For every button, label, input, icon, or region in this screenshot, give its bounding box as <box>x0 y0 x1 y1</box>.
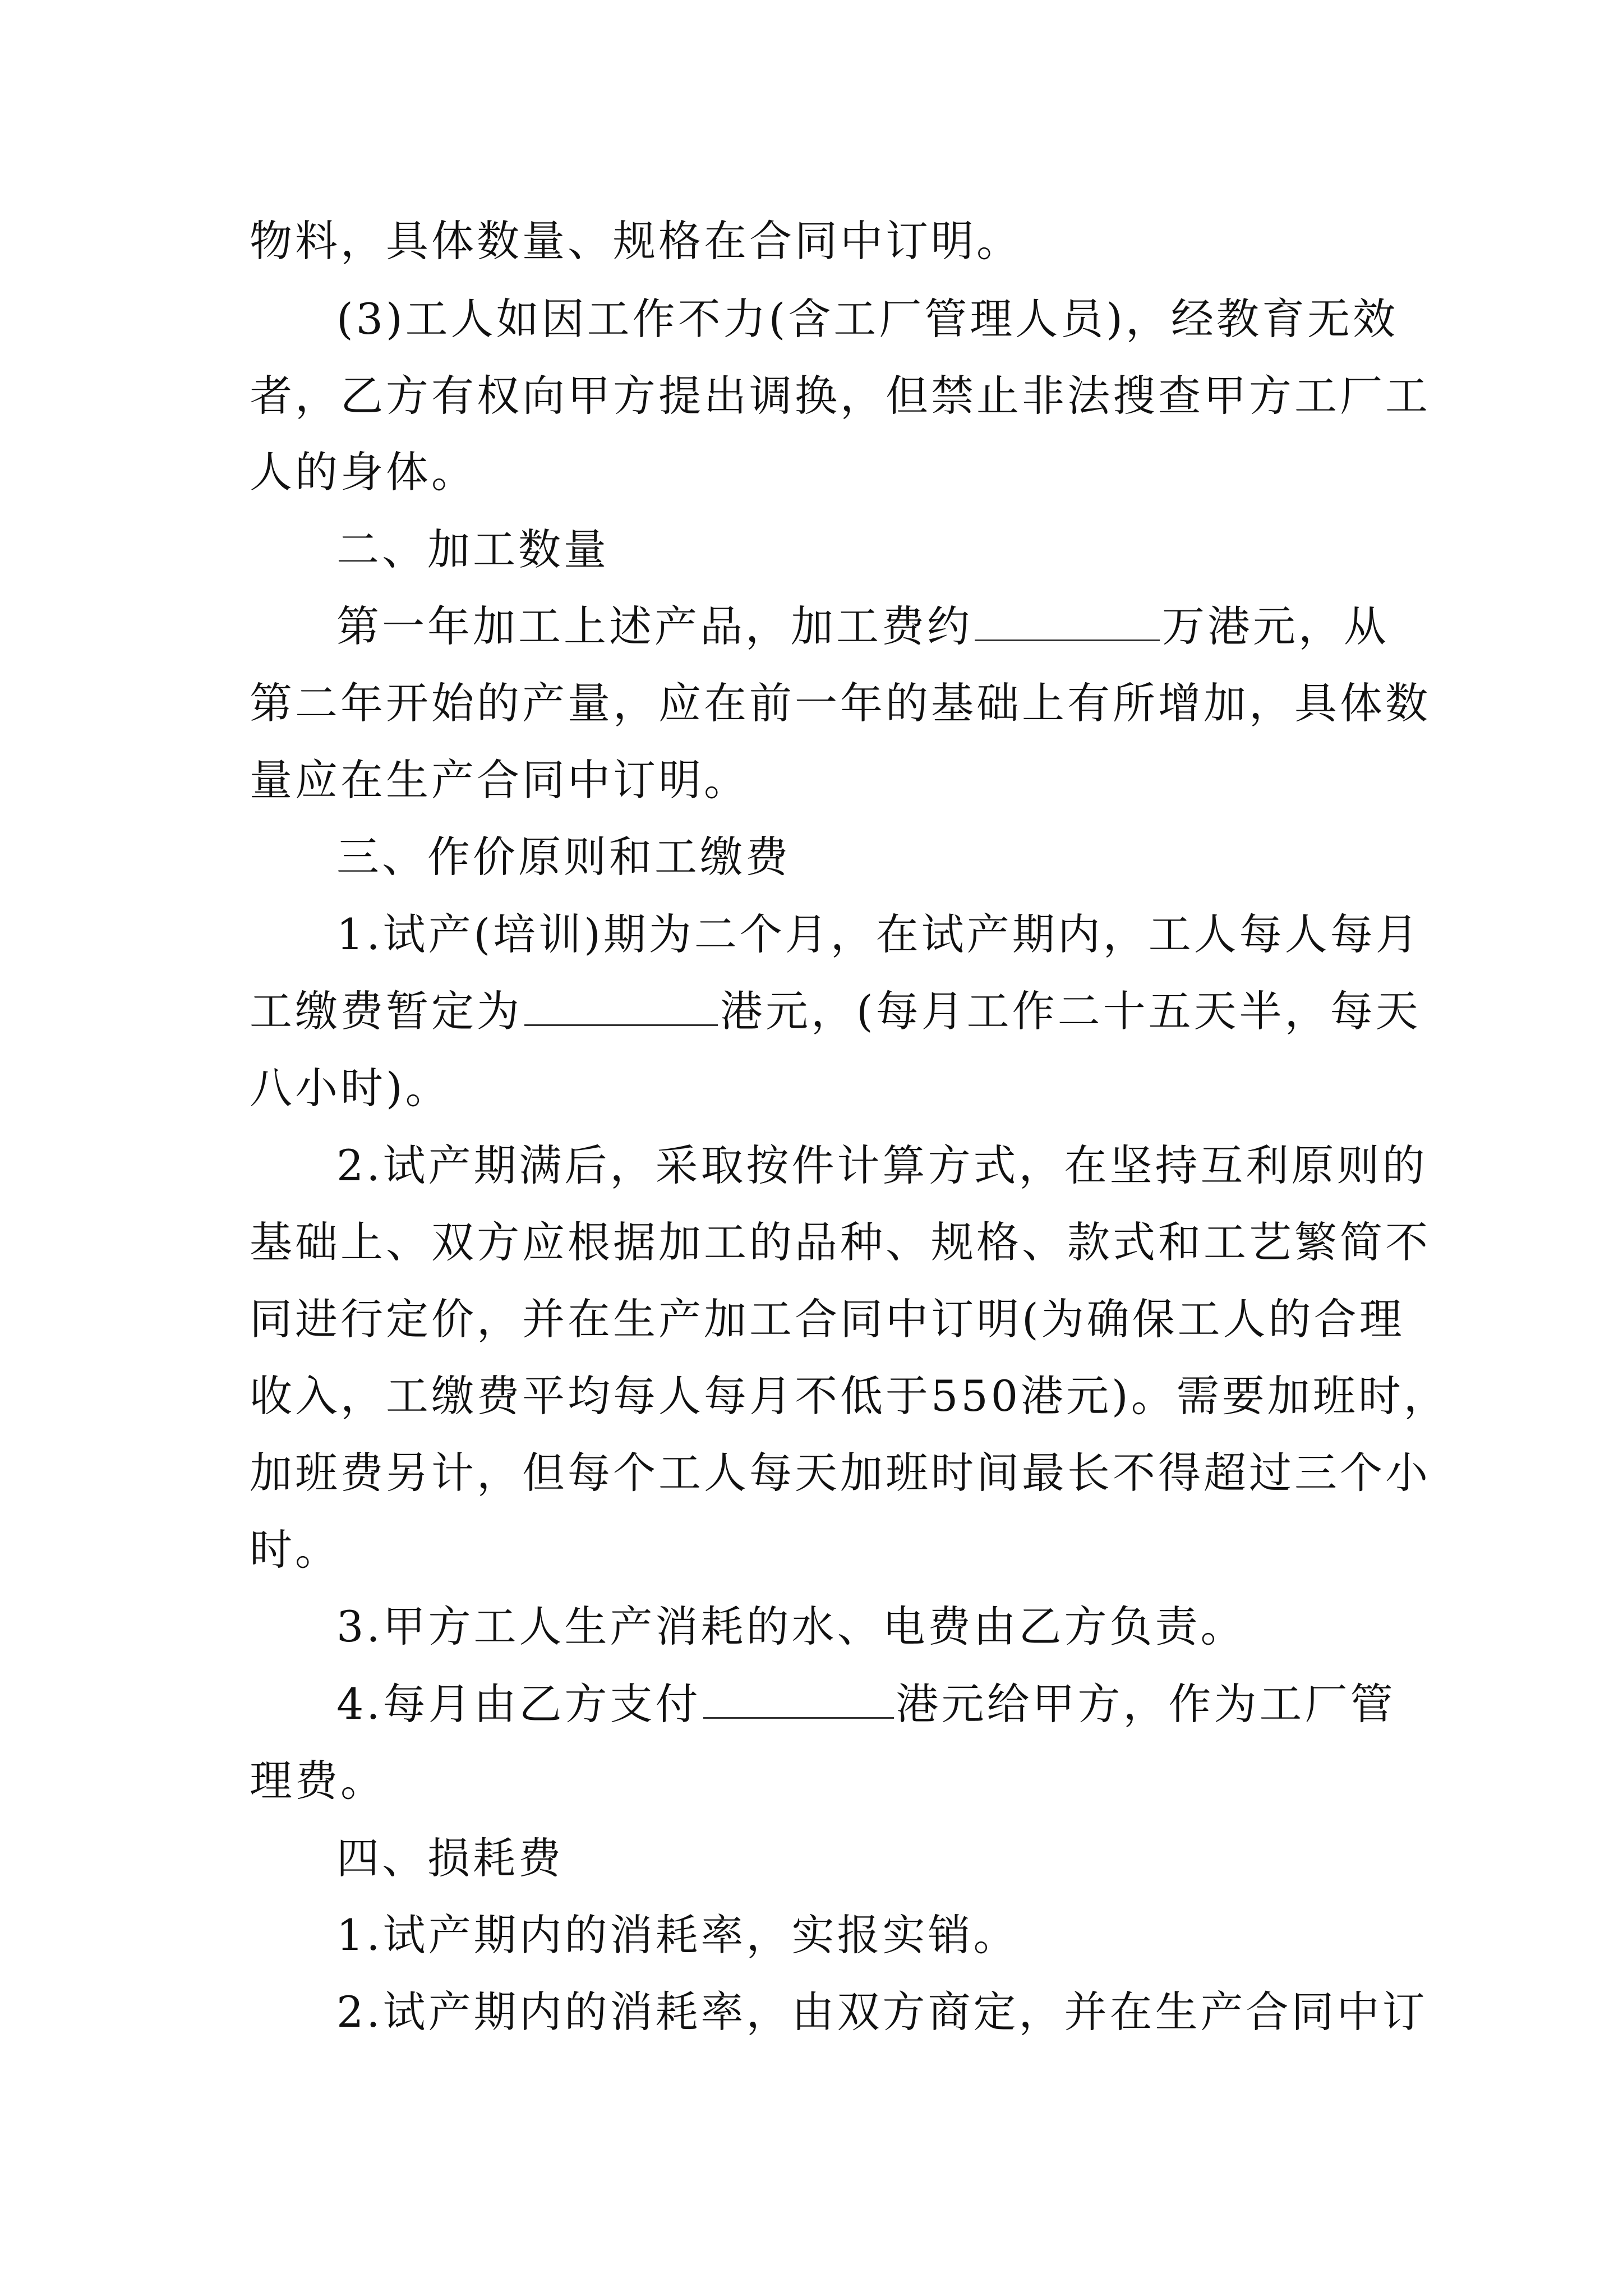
text-line: 量应在生产合同中订明。 <box>250 755 749 805</box>
text-line: 加班费另计，但每个工人每天加班时间最长不得超过三个小 <box>250 1448 1431 1498</box>
text-line: 2.试产期内的消耗率，由双方商定，并在生产合同中订 <box>336 1987 1428 2037</box>
text-segment: 万港元，从 <box>1162 601 1389 651</box>
text-line: 同进行定价，并在生产加工合同中订明(为确保工人的合理 <box>250 1294 1405 1344</box>
section-heading: 二、加工数量 <box>336 524 609 574</box>
text-line: 物料，具体数量、规格在合同中订明。 <box>250 216 1022 266</box>
fill-in-blank <box>524 990 718 1026</box>
fill-in-blank <box>975 605 1160 641</box>
text-line: 者，乙方有权向甲方提出调换，但禁止非法搜查甲方工厂工 <box>250 371 1431 421</box>
section-heading: 四、损耗费 <box>336 1833 564 1883</box>
text-line-with-blank <box>250 978 1421 1045</box>
text-line-with-blank <box>336 593 1389 660</box>
text-line: 2.试产期满后，采取按件计算方式，在坚持互利原则的 <box>336 1140 1428 1190</box>
text-line: 人的身体。 <box>250 447 477 497</box>
text-line: 收入，工缴费平均每人每月不低于550港元)。需要加班时， <box>250 1371 1449 1421</box>
text-segment: 港元，(每月工作二十五天半，每天 <box>720 986 1421 1036</box>
section-heading: 三、作价原则和工缴费 <box>336 832 791 882</box>
text-line: 基础上、双方应根据加工的品种、规格、款式和工艺繁简不 <box>250 1217 1431 1267</box>
text-segment: 工缴费暂定为 <box>250 986 522 1036</box>
text-line: 3.甲方工人生产消耗的水、电费由乙方负责。 <box>336 1602 1246 1651</box>
text-line: 时。 <box>250 1525 340 1575</box>
text-line: 1.试产(培训)期为二个月，在试产期内，工人每人每月 <box>336 909 1421 959</box>
text-line-with-blank <box>336 1671 1396 1738</box>
text-segment: 4.每月由乙方支付 <box>336 1679 701 1729</box>
fill-in-blank <box>703 1682 894 1719</box>
text-segment: 第一年加工上述产品，加工费约 <box>336 601 972 651</box>
text-segment: 港元给甲方，作为工厂管 <box>896 1679 1396 1729</box>
text-line: 第二年开始的产量，应在前一年的基础上有所增加，具体数 <box>250 678 1431 728</box>
text-line: 1.试产期内的消耗率，实报实销。 <box>336 1910 1019 1960</box>
text-line: 八小时)。 <box>250 1063 451 1113</box>
text-line: 理费。 <box>250 1756 386 1806</box>
text-line: (3)工人如因工作不力(含工厂管理人员)，经教育无效 <box>336 294 1398 344</box>
